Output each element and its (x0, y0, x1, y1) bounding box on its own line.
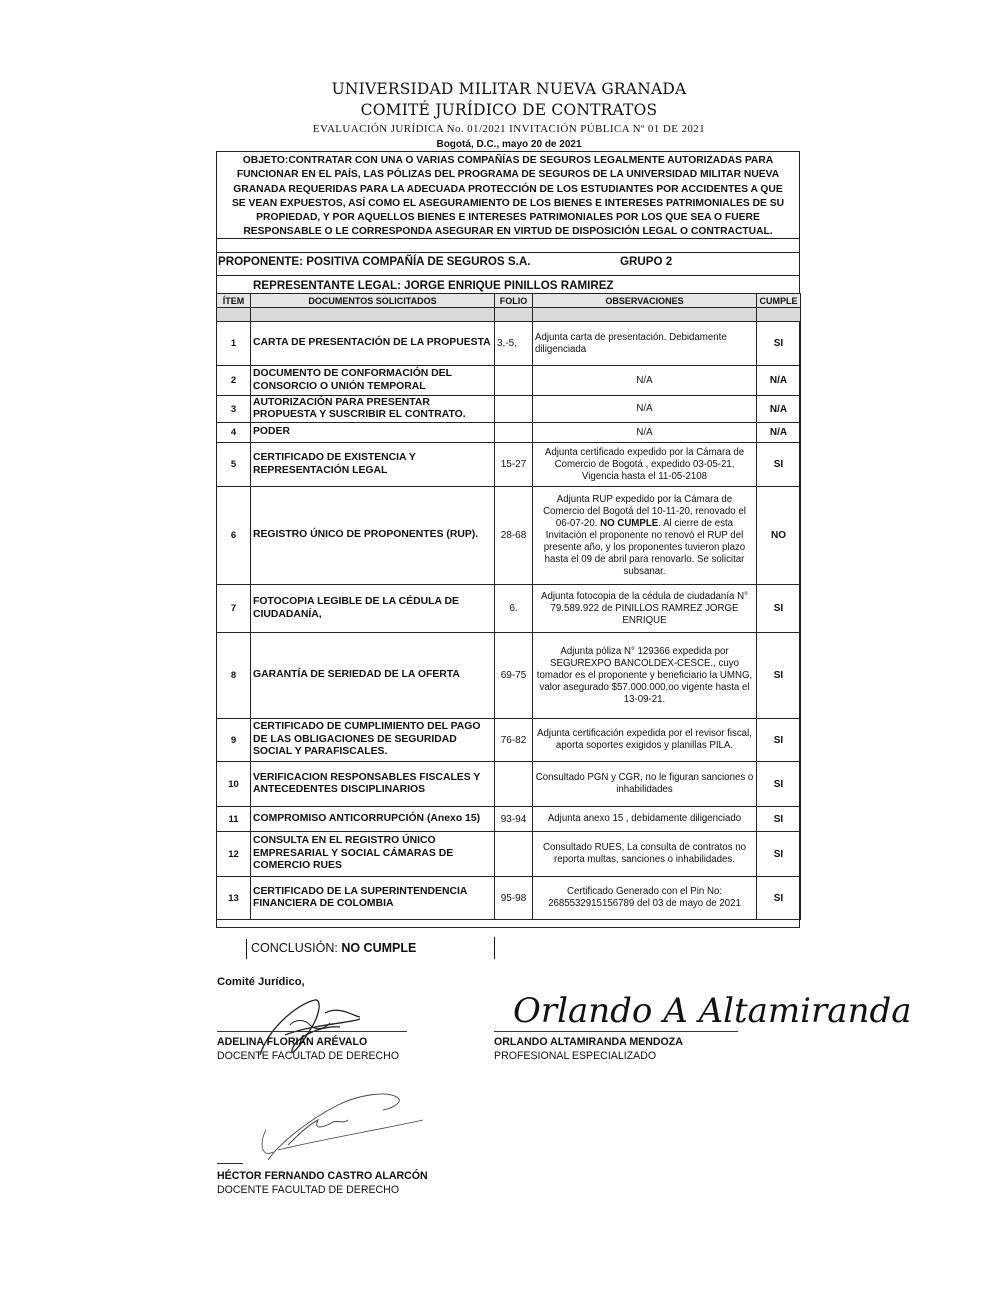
item-cell: 7 (217, 585, 251, 633)
doc-cell: DOCUMENTO DE CONFORMACIÓN DEL CONSORCIO O UNIÓN TEMPORAL (251, 366, 495, 396)
doc-cell: GARANTÍA DE SERIEDAD DE LA OFERTA (251, 633, 495, 719)
obs-cell: Consultado PGN y CGR, no le figuran sanciones o inhabilidades (533, 762, 757, 807)
table-row (217, 877, 801, 920)
obs-cell: N/A (533, 423, 757, 443)
folio-cell (495, 396, 533, 423)
folio-cell (495, 366, 533, 396)
obs-cell: Adjunta certificado expedido por la Cámara de Comercio de Bogotá , expedido 03-05-21, Vigencia hasta el 11-05-2108 (533, 443, 757, 487)
conclusion-left-bar (246, 939, 247, 959)
cumple-cell: N/A (757, 423, 801, 443)
university-title: UNIVERSIDAD MILITAR NUEVA GRANADA (331, 80, 687, 98)
table-row (217, 585, 801, 633)
folio-cell: 95-98 (495, 877, 533, 920)
obs-cell: Adjunta certificación expedida por el revisor fiscal, aporta soportes exigidos y planillas PILA. (533, 719, 757, 762)
table-row (217, 443, 801, 487)
obs-cell: Adjunta fotocopia de la cédula de ciudadanía N° 79.589.922 de PINILLOS RAMREZ JORGE ENRIQUE (533, 585, 757, 633)
objeto-line: GRANADA REQUERIDAS PARA LA ADECUADA PROTECCIÓN DE LOS ESTUDIANTES POR ACCIDENTES A QUE (233, 183, 783, 195)
conclusion-label: CONCLUSIÓN: (251, 941, 338, 955)
cumple-cell: SI (757, 877, 801, 920)
cumple-cell: NO (757, 487, 801, 585)
documents-table (216, 293, 801, 920)
table-row (217, 807, 801, 832)
folio-cell (495, 762, 533, 807)
cumple-cell: SI (757, 762, 801, 807)
item-cell: 12 (217, 832, 251, 877)
doc-cell: REGISTRO ÚNICO DE PROPONENTES (RUP). (251, 487, 495, 585)
item-cell: 1 (217, 322, 251, 366)
table-row (217, 762, 801, 807)
table-row (217, 487, 801, 585)
doc-cell: FOTOCOPIA LEGIBLE DE LA CÉDULA DE CIUDADANÍA, (251, 585, 495, 633)
objeto-line: FUNCIONAR EN EL PAÍS, LAS PÓLIZAS DEL PROGRAMA DE SEGUROS DE LA UNIVERSIDAD MILITAR NUEVA (236, 169, 780, 181)
obs-text: Adjunta RUP expedido por la Cámara de Comercio del Bogotá del 10-11-20, renovado el 06-07-20. (543, 493, 746, 529)
signature-3-image (248, 1090, 428, 1165)
comite-label: Comité Jurídico, (217, 976, 305, 988)
table-row (217, 633, 801, 719)
doc-cell: CONSULTA EN EL REGISTRO ÚNICO EMPRESARIAL Y SOCIAL CÁMARAS DE COMERCIO RUES (251, 832, 495, 877)
item-cell: 13 (217, 877, 251, 920)
item-cell: 11 (217, 807, 251, 832)
signer-3-role: DOCENTE FACULTAD DE DERECHO (217, 1184, 400, 1196)
signature-2-image (505, 970, 912, 1036)
folio-cell: 93-94 (495, 807, 533, 832)
signature-line-3 (217, 1163, 243, 1164)
divider (216, 275, 800, 276)
evaluation-title: EVALUACIÓN JURÍDICA No. 01/2021 INVITACIÓN PÚBLICA Nº 01 DE 2021 (312, 123, 706, 135)
doc-cell: AUTORIZACIÓN PARA PRESENTAR PROPUESTA Y SUSCRIBIR EL CONTRATO. (251, 396, 495, 423)
table-row (217, 832, 801, 877)
signer-3-name: HÉCTOR FERNANDO CASTRO ALARCÓN (217, 1170, 428, 1182)
obs-cell: N/A (533, 396, 757, 423)
folio-cell: 15-27 (495, 443, 533, 487)
cumple-cell: SI (757, 832, 801, 877)
doc-cell: COMPROMISO ANTICORRUPCIÓN (Anexo 15) (251, 807, 495, 832)
table-row (217, 322, 801, 366)
representante-legal: REPRESENTANTE LEGAL: JORGE ENRIQUE PINILLOS RAMIREZ (253, 279, 614, 292)
cumple-cell: SI (757, 443, 801, 487)
col-doc-header: DOCUMENTOS SOLICITADOS (251, 294, 495, 308)
signer-2-role: PROFESIONAL ESPECIALIZADO (494, 1050, 657, 1062)
signature-2-text: Orlando A Altamiranda (513, 991, 912, 1031)
doc-cell: CERTIFICADO DE LA SUPERINTENDENCIA FINANCIERA DE COLOMBIA (251, 877, 495, 920)
doc-cell: CERTIFICADO DE CUMPLIMIENTO DEL PAGO DE LAS OBLIGACIONES DE SEGURIDAD SOCIAL Y PARAFISCALES. (251, 719, 495, 762)
doc-cell: PODER (251, 423, 495, 443)
conclusion-right-bar (494, 937, 495, 959)
item-cell: 2 (217, 366, 251, 396)
obs-cell: Adjunta carta de presentación. Debidamente diligenciada (533, 322, 757, 366)
conclusion-value: NO CUMPLE (341, 941, 417, 955)
col-obs-header: OBSERVACIONES (533, 294, 757, 308)
divider (216, 252, 800, 253)
table-row (217, 366, 801, 396)
obs-cell (533, 487, 757, 585)
obs-cell: Consultado RUES, La consulta de contratos no reporta multas, sanciones o inhabilidades. (533, 832, 757, 877)
obs-cell: Adjunta póliza N° 129366 expedida por SEGUREXPO BANCOLDEX-CESCE., cuyo tomador es el proponente y beneficiario la UMNG, valor asegurado $57.000.000,oo vigente hasta el 13-09-21. (533, 633, 757, 719)
signer-1-name: ADELINA FLORIÁN ARÉVALO (217, 1036, 368, 1048)
folio-cell: 69-75 (495, 633, 533, 719)
objeto-text (217, 154, 799, 240)
conclusion (251, 941, 416, 955)
objeto-line: PROPIEDAD, Y POR AQUELLOS BIENES E INTERESES PATRIMONIALES POR LOS QUE SEA O FUERE (256, 212, 760, 224)
folio-cell (495, 423, 533, 443)
item-cell: 4 (217, 423, 251, 443)
divider (216, 238, 800, 239)
folio-cell (495, 832, 533, 877)
cumple-cell: SI (757, 719, 801, 762)
table-header-row (217, 294, 801, 308)
item-cell: 3 (217, 396, 251, 423)
item-cell: 6 (217, 487, 251, 585)
col-cumple-header: CUMPLE (757, 294, 801, 308)
objeto-line: SE VEAN EXPUESTOS, ASÍ COMO EL ASEGURAMIENTO DE LOS BIENES E INTERESES PATRIMONIALES DE SU (231, 197, 785, 209)
col-item-header: ÍTEM (217, 294, 251, 308)
folio-cell: 76-82 (495, 719, 533, 762)
committee-title: COMITÉ JURÍDICO DE CONTRATOS (360, 101, 658, 119)
item-cell: 9 (217, 719, 251, 762)
obs-cell: N/A (533, 366, 757, 396)
cumple-cell: SI (757, 585, 801, 633)
folio-cell: 3,-5, (495, 322, 533, 366)
item-cell: 5 (217, 443, 251, 487)
cumple-cell: N/A (757, 396, 801, 423)
col-folio-header: FOLIO (495, 294, 533, 308)
cumple-cell: N/A (757, 366, 801, 396)
obs-cell: Certificado Generado con el Pin No: 2685532915156789 del 03 de mayo de 2021 (533, 877, 757, 920)
place-date: Bogotá, D.C., mayo 20 de 2021 (436, 139, 582, 150)
obs-bold-text: NO CUMPLE (600, 517, 659, 529)
item-cell: 8 (217, 633, 251, 719)
doc-cell: VERIFICACION RESPONSABLES FISCALES Y ANTECEDENTES DISCIPLINARIOS (251, 762, 495, 807)
item-cell: 10 (217, 762, 251, 807)
folio-cell: 6. (495, 585, 533, 633)
proponente: PROPONENTE: POSITIVA COMPAÑÍA DE SEGUROS S.A. (218, 255, 531, 268)
cumple-cell: SI (757, 633, 801, 719)
doc-cell: CERTIFICADO DE EXISTENCIA Y REPRESENTACIÓN LEGAL (251, 443, 495, 487)
table-row (217, 719, 801, 762)
objeto-line: RESPONSABLE O LE CORRESPONDA ASEGURAR EN VIRTUD DE DISPOSICIÓN LEGAL O CONTRACTUAL. (243, 226, 773, 238)
obs-text: . Al cierre de esta Invitación el proponente no renovó el RUP del presente año, y los proponentes tuvieron plazo hasta el 09 de abril para renovarlo. Se solicitar subsanar. (543, 517, 746, 577)
cumple-cell: SI (757, 322, 801, 366)
signer-2-name: ORLANDO ALTAMIRANDA MENDOZA (494, 1036, 683, 1048)
grupo: GRUPO 2 (620, 255, 673, 268)
table-row (217, 396, 801, 423)
signature-line-1 (217, 1031, 407, 1032)
table-row (217, 423, 801, 443)
obs-cell: Adjunta anexo 15 , debidamente diligenciado (533, 807, 757, 832)
folio-cell: 28-68 (495, 487, 533, 585)
signer-1-role: DOCENTE FACULTAD DE DERECHO (217, 1050, 400, 1062)
cumple-cell: SI (757, 807, 801, 832)
doc-cell: CARTA DE PRESENTACIÓN DE LA PROPUESTA (251, 322, 495, 366)
objeto-line: OBJETO:CONTRATAR CON UNA O VARIAS COMPAÑÍAS DE SEGUROS LEGALMENTE AUTORIZADAS PARA (242, 155, 774, 166)
shaded-row (217, 308, 801, 322)
signature-line-2 (494, 1031, 738, 1032)
